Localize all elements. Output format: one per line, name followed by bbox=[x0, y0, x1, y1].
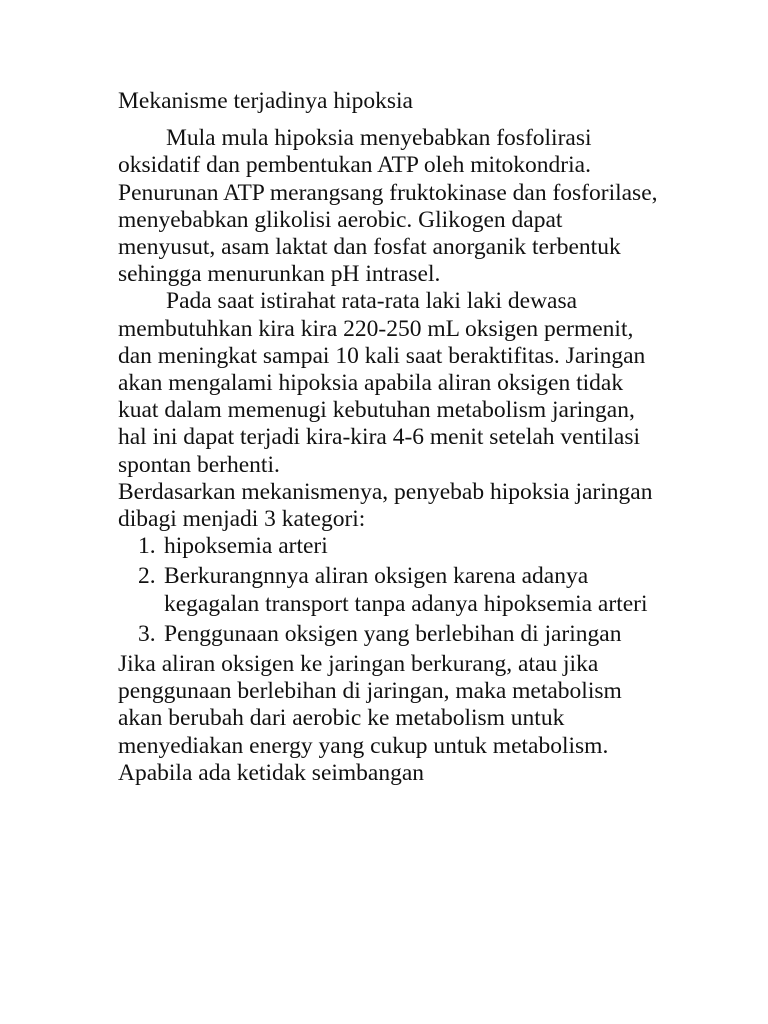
list-item bbox=[138, 533, 658, 560]
document-page bbox=[118, 88, 658, 787]
paragraph-oxygen-need: Pada saat istirahat rata-rata laki laki dewasa membutuhkan kira kira 220-250 mL oksigen permenit, dan meningkat sampai 10 kali saat beraktifitas. Jaringan akan mengalami hipoksia apabila aliran oksigen tidak kuat dalam memenugi kebutuhan metabolism jaringan, hal ini dapat terjadi kira-kira 4-6 menit setelah ventilasi spontan berhenti. bbox=[118, 288, 646, 478]
list-item-text: hipoksemia arteri bbox=[164, 533, 328, 560]
list-item-number: 1. bbox=[138, 533, 156, 560]
list-item-text: Penggunaan oksigen yang berlebihan di jaringan bbox=[164, 620, 622, 647]
paragraph-closing: Jika aliran oksigen ke jaringan berkurang, atau jika penggunaan berlebihan di jaringan, maka metabolism akan berubah dari aerobic ke metabolism untuk menyediakan energy yang cukup untuk metabolism. Apabila ada ketidak seimbangan bbox=[118, 651, 622, 786]
document-title: Mekanisme terjadinya hipoksia bbox=[118, 88, 413, 114]
list-item-text: Berkurangnnya aliran oksigen karena adanya kegagalan transport tanpa adanya hipoksemia arteri bbox=[164, 563, 648, 617]
list-item bbox=[138, 563, 658, 617]
paragraph-categories-intro: Berdasarkan mekanismenya, penyebab hipoksia jaringan dibagi menjadi 3 kategori: bbox=[118, 478, 653, 533]
list-item-number: 3. bbox=[138, 620, 156, 647]
paragraph-atp: Mula mula hipoksia menyebabkan fosfolirasi oksidatif dan pembentukan ATP oleh mitokondria. Penurunan ATP merangsang fruktokinase dan fosforilase, menyebabkan glikolisi aerobic. Glikogen dapat menyusut, asam laktat dan fosfat anorganik terbentuk sehingga menurunkan pH intrasel. bbox=[118, 125, 658, 288]
list-item-number: 2. bbox=[138, 563, 156, 590]
categories-list bbox=[118, 533, 658, 648]
list-item bbox=[138, 620, 658, 648]
